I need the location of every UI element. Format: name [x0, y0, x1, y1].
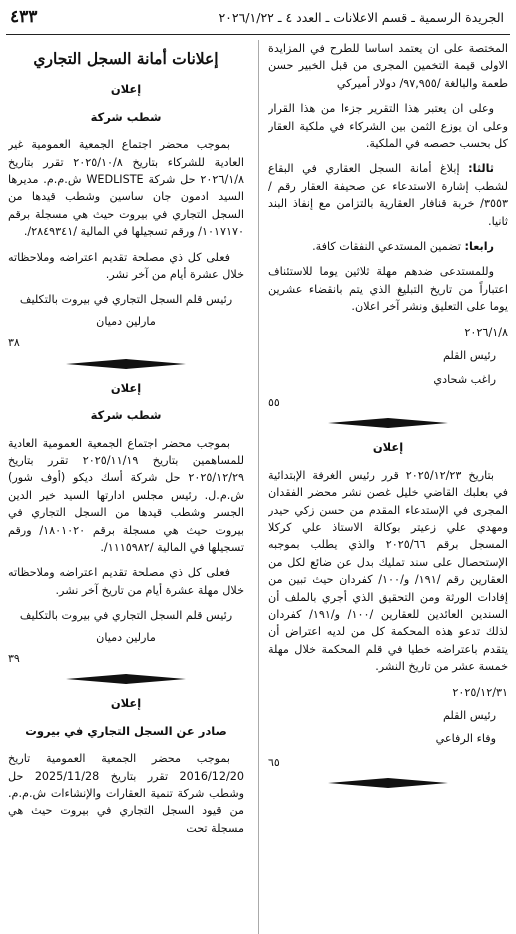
- signature-role: رئيس القلم: [442, 349, 496, 363]
- announcement-body: بتاريخ ٢٠٢٥/١٢/٢٣ قرر رئيس الغرفة الإبتدائية في بعلبك القاضي خليل غصن نشر محضر الفقدان المجرى في الإستدعاء المقدم من حسن زكي حيدر ومهدي علي زعيتر بوكالة الاستاذ علي كركلا المسجل برقم ٢٠٢٥/٦٦ والذي يطلب بموجبه الإستحصال على سند تمليك بدل عن ضائع لكل من العقارين رقم /١٩١/ و/١٠٠/ كفردان حيث تبين من إفادات الورثة ومن التحقيق الذي أجري بالملف أن السندين العائدين للعقارين /١٠٠/ و/١٩١/ كفردان لذلك تدعو هذه المحكمة كل من لديه اعتراض أن يتقدم باعتراضه خطيا في قلم المحكمة خلال مهلة خمسة عشر من تاريخ النشر.: [268, 468, 508, 674]
- divider-ornament: [66, 673, 186, 687]
- paragraph: وعلى ان يعتبر هذا التقرير جزءا من هذا القرار وعلى ان يوزع الثمن بين الشركاء في ملكية العقار كل بحسب حصصه في الملكية.: [268, 102, 508, 151]
- signature-date: ٢٠٢٥/١٢/٣١: [452, 685, 508, 699]
- signature-date: ٢٠٢٦/١/٨: [464, 325, 508, 339]
- signature-name: مارلين دميان: [96, 630, 156, 644]
- signature-name: وفاء الرفاعي: [435, 732, 496, 746]
- divider-ornament: [66, 358, 186, 372]
- objection-notice: فعلى كل ذي مصلحة تقديم اعتراضه وملاحظاته خلال عشرة أيام من آخر نشر.: [8, 250, 244, 282]
- section-title: إعلانات أمانة السجل التجاري: [33, 49, 219, 68]
- signature-role: رئيس القلم: [442, 709, 496, 722]
- clause-label: ثالثا:: [468, 162, 494, 176]
- objection-notice: فعلى كل ذي مصلحة تقديم اعتراضه وملاحظاته خلال مهلة عشرة أيام من تاريخ آخر نشر.: [8, 566, 244, 597]
- paragraph: المختصة على ان يعتمد اساسا للطرح في المزايدة الاولى قيمة التخمين المجرى من قبل الخبير حسن طعمة والبالغة /٩٧,٩٥٥/ دولار أميركي: [268, 42, 508, 90]
- announcement-subheading: صادر عن السجل التجاري في بيروت: [25, 723, 227, 738]
- header-rule: [6, 34, 510, 35]
- announcement-heading: إعلان: [110, 82, 142, 97]
- announcement-body: بموجب محضر اجتماع الجمعية العمومية غير العادية للشركاء بتاريخ ٢٠٢٥/١٠/٨ تقرر بتاريخ ٢٠٢٦/١/٨ حل شركة WEDLISTE ش.م.م. مديرها السيد ادمون جان ساسين وشطب قيدها من السجل التجاري في بيروت حيث هي مسجلة برقم ١٠١٧١٧٠/ ورقم تسجيلها في المالية /٢٨٤٩٣٤١/.: [8, 138, 244, 239]
- announcement-heading: إعلان: [110, 380, 142, 395]
- announcement-number: ٦٥: [268, 755, 280, 769]
- announcement-heading: إعلان: [372, 440, 404, 455]
- left-column: [8, 40, 244, 934]
- clause-text: إبلاغ أمانة السجل العقاري في البقاع لشطب إشارة الاستدعاء عن صحيفة العقار رقم /٣٥٥٣/ خربة قنافار العقارية بالتزامن مع إنفاذ البند ثانيا.: [268, 162, 508, 228]
- page-header: [8, 6, 508, 32]
- signature-block: [268, 324, 508, 388]
- signature-name: مارلين دميان: [96, 314, 156, 328]
- divider-ornament: [328, 417, 448, 431]
- announcement-number: ٣٨: [8, 336, 20, 350]
- paragraph-third: [268, 160, 508, 230]
- right-column: [268, 40, 508, 934]
- announcement-number: ٣٩: [8, 651, 20, 665]
- announcement-subheading: شطب شركة: [90, 109, 162, 124]
- clause-label: رابعا:: [464, 240, 494, 254]
- signature-role: رئيس قلم السجل التجاري في بيروت بالتكليف: [19, 609, 233, 623]
- signature-role: رئيس قلم السجل التجاري في بيروت بالتكليف: [19, 293, 233, 307]
- announcement-heading: إعلان: [110, 696, 142, 711]
- page-number: ٤٣٣: [10, 7, 38, 27]
- column-separator: [258, 40, 259, 934]
- announcement-body: بموجب محضر الجمعية العمومية تاريخ 2016/12/20 تقرر بتاريخ 2025/11/28 حل وشطب شركة تنمية العقارات والإنشاءات ش.م.م. من قيود السجل التجاري في بيروت حيث هي مسجلة تحت: [8, 752, 244, 835]
- clause-text: تضمين المستدعي النفقات كافة.: [312, 240, 461, 254]
- paragraph-fourth: [268, 238, 508, 255]
- signature-block: [268, 684, 508, 748]
- announcement-number: ٥٥: [268, 395, 280, 409]
- announcement-body: بموجب محضر اجتماع الجمعية العمومية العادية للمساهمين بتاريخ ٢٠٢٥/١١/١٩ تقرر بتاريخ ٢٠٢٥/١٢/٢٩ حل شركة أسك ديكو (أوف شور) ش.م.ل. رئيس مجلس ادارتها السيد خير الدين الجسر وشطب قيدها من السجل التجاري في بيروت حيث هي مسجلة برقم ١٨٠١٠٢٠/ ورقم تسجيلها في المالية /١١١٥٩٨٢/.: [8, 436, 244, 554]
- signature-name: راغب شحادي: [433, 372, 496, 386]
- divider-ornament: [328, 777, 448, 791]
- announcement-subheading: شطب شركة: [90, 408, 162, 423]
- gazette-header-title: الجريدة الرسمية ـ قسم الاعلانات ـ العدد ٤ ـ ٢٠٢٦/١/٢٢: [218, 10, 504, 25]
- paragraph: وللمستدعى ضدهم مهلة ثلاثين يوما للاستئناف اعتباراً من تاريخ التبليغ الذي يتم بانقضاء عشرين يوما على التعليق ونشر آخر اعلان.: [268, 265, 508, 314]
